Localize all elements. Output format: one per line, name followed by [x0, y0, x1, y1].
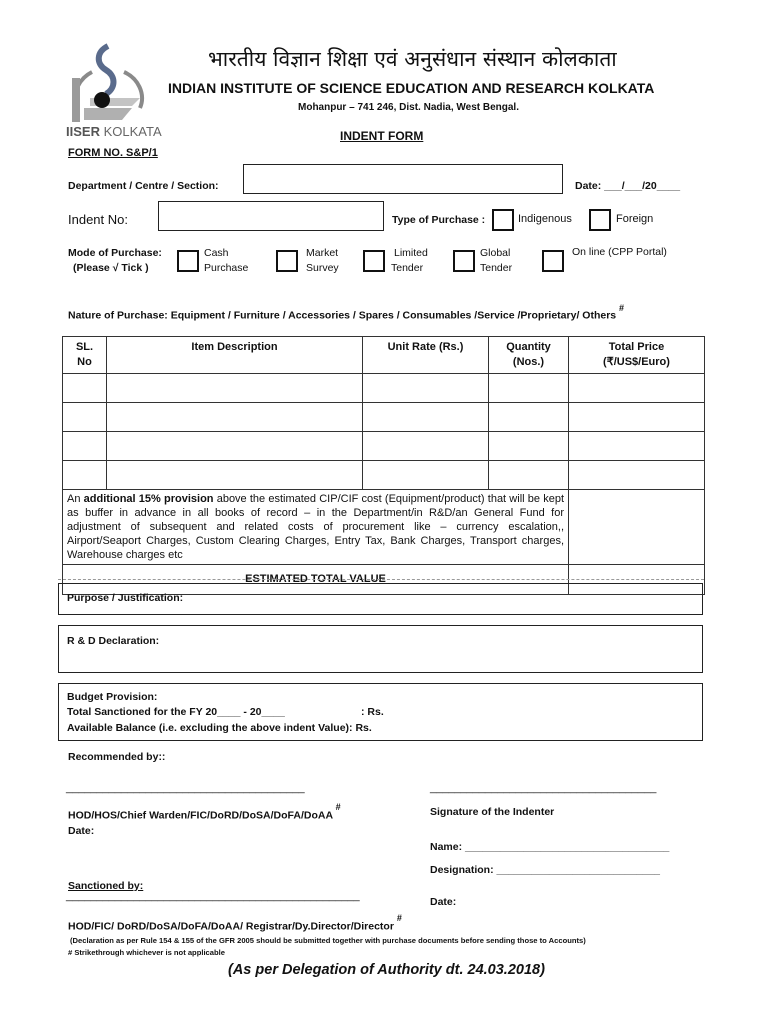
hindi-title: भारतीय विज्ञान शिक्षा एवं अनुसंधान संस्थान कोलकाता — [208, 47, 617, 71]
table-cell[interactable] — [489, 374, 569, 403]
total-sanctioned-rs: : Rs. — [361, 706, 384, 718]
mode-option-line1: Limited — [394, 247, 428, 259]
checkbox-online-cpp[interactable] — [542, 250, 564, 272]
provision-rest: above the estimated CIP/CIF cost (Equipment/product) that will be kept as buffer in advance in all books of record – in the Department/in R&D/an General Fund for adjustment of subsequent and related costs of procurement like – currency escalation,, Airport/Seaport Charges, Custom Clearing Charges, Entry Tax, Bank Charges, Transport charges, Warehouse charges etc — [67, 493, 564, 561]
provision-amount-cell[interactable] — [569, 490, 705, 565]
table-cell[interactable] — [107, 432, 363, 461]
declaration-note: (Declaration as per Rule 154 & 155 of the GFR 2005 should be submitted together with purchase documents before sending those to Accounts) — [70, 936, 586, 945]
table-cell[interactable] — [63, 403, 107, 432]
header-quantity: Quantity (Nos.) — [489, 337, 569, 374]
table-header-row — [63, 337, 705, 374]
form-number: FORM NO. S&P/1 — [68, 147, 158, 159]
table-cell[interactable] — [489, 403, 569, 432]
mode-cash-purchase-label — [204, 246, 248, 276]
iiser-emblem-icon — [62, 42, 162, 128]
header-unit-rate: Unit Rate (Rs.) — [363, 337, 489, 374]
purpose-label: Purpose / Justification: — [67, 592, 184, 604]
table-cell[interactable] — [489, 432, 569, 461]
sanction-signature-line: ________________________________________________ — [66, 890, 360, 902]
header-total-price: Total Price (₹/US$/Euro) — [569, 337, 705, 374]
mode-online-cpp-label: On line (CPP Portal) — [572, 246, 667, 258]
table-cell[interactable] — [63, 461, 107, 490]
indenter-name-field[interactable]: Name: ___________________________________ — [430, 841, 670, 853]
table-cell[interactable] — [489, 461, 569, 490]
checkbox-cash-purchase[interactable] — [177, 250, 199, 272]
provision-bold: additional 15% provision — [83, 493, 214, 505]
recommend-date-label: Date: — [68, 825, 95, 837]
table-cell[interactable] — [569, 374, 705, 403]
iiser-logo — [62, 42, 162, 142]
table-cell[interactable] — [363, 403, 489, 432]
table-cell[interactable] — [107, 461, 363, 490]
form-title: INDENT FORM — [340, 129, 424, 143]
indent-no-label: Indent No: — [68, 212, 128, 227]
budget-provision-label: Budget Provision: — [67, 691, 158, 703]
checkbox-foreign[interactable] — [589, 209, 611, 231]
indent-no-input[interactable] — [158, 201, 384, 231]
provision-row — [63, 490, 705, 565]
mode-label-line1: Mode of Purchase: — [68, 247, 162, 259]
budget-provision-section — [58, 683, 703, 741]
mode-of-purchase-label — [68, 246, 162, 276]
mode-option-line2: Survey — [306, 262, 339, 274]
estimated-total-label: ESTIMATED TOTAL VALUE — [63, 565, 569, 595]
table-cell[interactable] — [63, 374, 107, 403]
table-row — [63, 432, 705, 461]
divider — [58, 579, 704, 580]
type-of-purchase-label: Type of Purchase : — [392, 214, 486, 226]
mode-option-line1: Cash — [204, 247, 229, 259]
hod-hash-mark: # — [335, 802, 341, 812]
final-signatory — [68, 913, 402, 933]
table-row — [63, 374, 705, 403]
table-cell[interactable] — [363, 432, 489, 461]
provision-prefix: An — [67, 493, 84, 505]
institute-address: Mohanpur – 741 246, Dist. Nadia, West Bengal. — [298, 102, 519, 113]
table-cell[interactable] — [107, 374, 363, 403]
available-balance-label: Available Balance (i.e. excluding the above indent Value): Rs. — [67, 722, 372, 734]
checkbox-global-tender[interactable] — [453, 250, 475, 272]
logo-text-iiser: IISER — [66, 124, 100, 139]
nature-label: Nature of Purchase: Equipment / Furniture / Accessories / Spares / Consumables /Service /Proprietary/ Others — [68, 309, 617, 322]
rd-declaration-section[interactable] — [58, 625, 703, 673]
mode-global-tender-label — [480, 246, 512, 276]
institute-name: INDIAN INSTITUTE OF SCIENCE EDUCATION AND RESEARCH KOLKATA — [168, 80, 655, 96]
nature-of-purchase — [68, 303, 625, 322]
checkbox-indigenous[interactable] — [492, 209, 514, 231]
mode-option-line2: Tender — [391, 262, 424, 274]
signature-indenter-label: Signature of the Indenter — [430, 806, 555, 818]
mode-option-line2: Tender — [480, 262, 513, 274]
table-cell[interactable] — [363, 374, 489, 403]
strikethrough-note: # Strikethrough whichever is not applicable — [68, 948, 225, 957]
department-input[interactable] — [243, 164, 563, 194]
recommended-by-label: Recommended by:: — [68, 751, 166, 763]
header-item-description: Item Description — [107, 337, 363, 374]
mode-option-line1: Global — [480, 247, 511, 259]
department-label: Department / Centre / Section: — [68, 180, 219, 192]
option-foreign-label: Foreign — [616, 213, 654, 225]
checkbox-limited-tender[interactable] — [363, 250, 385, 272]
mode-limited-tender-label — [391, 246, 428, 276]
total-sanctioned-label: Total Sanctioned for the FY 20____ - 20____ — [67, 706, 285, 718]
indenter-signature-line: _____________________________________ — [430, 782, 657, 794]
checkbox-market-survey[interactable] — [276, 250, 298, 272]
date-label: Date: ___/___/20____ — [575, 180, 681, 192]
provision-note — [63, 490, 569, 565]
hod-designation — [68, 802, 341, 822]
nature-hash-mark: # — [619, 303, 625, 313]
table-cell[interactable] — [63, 432, 107, 461]
header-sl-no: SL. No — [63, 337, 107, 374]
hod-signature-line: _______________________________________ — [66, 782, 305, 794]
delegation-footer: (As per Delegation of Authority dt. 24.03.2018) — [228, 962, 545, 978]
option-indigenous-label: Indigenous — [518, 213, 572, 225]
table-row — [63, 403, 705, 432]
rd-declaration-label: R & D Declaration: — [67, 635, 160, 647]
purpose-section[interactable] — [58, 583, 703, 615]
mode-market-survey-label — [306, 246, 339, 276]
table-cell[interactable] — [107, 403, 363, 432]
logo-text-kolkata: KOLKATA — [103, 124, 162, 139]
hod-label: HOD/HOS/Chief Warden/FIC/DoRD/DoSA/DoFA/DoAA — [68, 809, 333, 822]
table-cell[interactable] — [569, 432, 705, 461]
items-table — [62, 336, 705, 595]
table-cell[interactable] — [363, 461, 489, 490]
mode-option-line1: Market — [306, 247, 339, 259]
final-hash-mark: # — [396, 913, 402, 923]
table-cell[interactable] — [569, 403, 705, 432]
sanction-date-label: Date: — [430, 896, 457, 908]
final-signatory-label: HOD/FIC/ DoRD/DoSA/DoFA/DoAA/ Registrar/Dy.Director/Director — [68, 920, 394, 933]
mode-option-line2: Purchase — [204, 262, 249, 274]
indenter-designation-field[interactable]: Designation: ____________________________ — [430, 864, 661, 876]
sanctioned-by-label: Sanctioned by: — [68, 880, 144, 892]
mode-label-line2: (Please √ Tick ) — [73, 262, 149, 274]
table-cell[interactable] — [569, 461, 705, 490]
table-row — [63, 461, 705, 490]
